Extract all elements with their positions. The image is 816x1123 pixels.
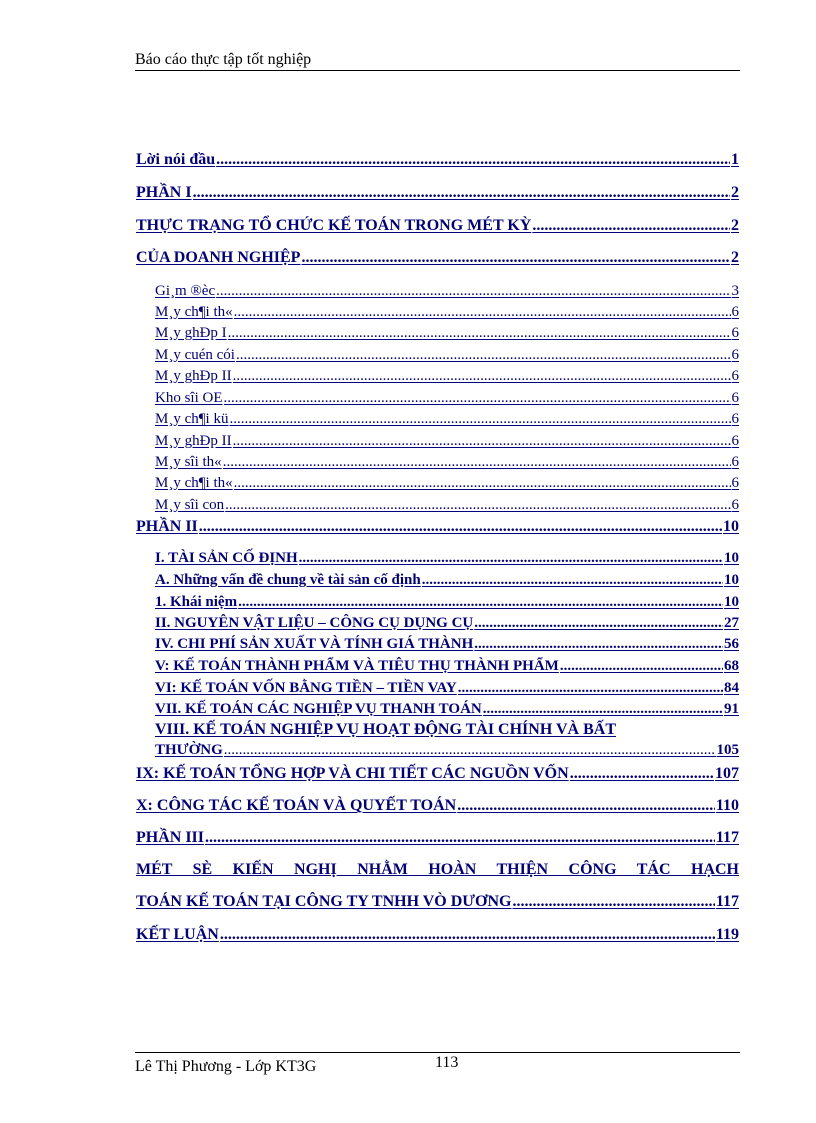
- toc-entry-nhung-van-de-chung[interactable]: A. Những vấn đề chung về tài sản cố định ..... 10: [155, 571, 739, 589]
- toc-entry-may-ghep-1[interactable]: M¸y ghÐp I ..... 6: [155, 324, 739, 342]
- toc-entry-may-soi-tho[interactable]: M¸y sîi th« ..... 6: [155, 453, 739, 471]
- toc-entry-may-ghep-2[interactable]: M¸y ghÐp II ..... 6: [155, 367, 739, 385]
- toc-entry-phan-1[interactable]: PHẦN I ..... 2: [136, 183, 739, 203]
- toc-entry-may-chai-tho[interactable]: M¸y ch¶i th« ..... 6: [155, 303, 739, 321]
- toc-entry-may-chai-ky[interactable]: M¸y ch¶i kü ..... 6: [155, 410, 739, 428]
- toc-entry-ket-luan[interactable]: KẾT LUẬN ..... 119: [136, 925, 739, 945]
- toc-entry-phan-3[interactable]: PHẦN III ..... 117: [136, 828, 739, 848]
- toc-entry-may-ghep-2b[interactable]: M¸y ghÐp II ..... 6: [155, 432, 739, 450]
- toc-entry-may-chai-tho-2[interactable]: M¸y ch¶i th« ..... 6: [155, 474, 739, 492]
- page-footer: [135, 1052, 740, 1075]
- toc-entry-may-soi-con[interactable]: M¸y sîi con ..... 6: [155, 496, 739, 514]
- toc-entry-nghiep-vu-thanh-toan[interactable]: VII. KẾ TOÁN CÁC NGHIỆP VỤ THANH TOÁN ..... 91: [155, 700, 739, 718]
- toc-entry-chi-phi-san-xuat[interactable]: IV. CHI PHÍ SẢN XUẤT VÀ TÍNH GIÁ THÀNH ..... 56: [155, 635, 739, 653]
- toc-entry-tong-hop-nguon-von[interactable]: IX: KẾ TOÁN TỔNG HỢP VÀ CHI TIẾT CÁC NGUỒN VỐN ..... 107: [136, 764, 739, 784]
- toc-entry-kien-nghi-line1[interactable]: MÉT SÈ KIẾN NGHỊ NHẰM HOÀN THIỆN CÔNG TÁC HẠCH: [136, 861, 739, 878]
- toc-entry-khai-niem[interactable]: 1. Khái niệm ..... 10: [155, 593, 739, 611]
- toc-entry-tai-san-co-dinh[interactable]: I. TÀI SẢN CỐ ĐỊNH ..... 10: [155, 549, 739, 567]
- toc-entry-nguyen-vat-lieu[interactable]: II. NGUYÊN VẬT LIỆU – CÔNG CỤ DỤNG CỤ ..... 27: [155, 614, 739, 632]
- toc-entry-kien-nghi-line2[interactable]: TOÁN KẾ TOÁN TẠI CÔNG TY TNHH VÒ DƯƠNG ..... 117: [136, 892, 739, 912]
- toc-entry-giam-doc[interactable]: Gi¸m ®èc ..... 3: [155, 282, 739, 300]
- toc-entry-thuc-trang[interactable]: THỰC TRẠNG TỔ CHỨC KẾ TOÁN TRONG MÉT KỲ ..... 2: [136, 216, 739, 236]
- toc-entry-phan-2[interactable]: PHẦN II ..... 10: [136, 517, 739, 537]
- footer-page-number: 113: [435, 1054, 459, 1071]
- toc-entry-cua-doanh-nghiep[interactable]: CỦA DOANH NGHIỆP ..... 2: [136, 248, 739, 268]
- header-title: Báo cáo thực tập tốt nghiệp: [135, 51, 312, 68]
- toc-entry-loi-noi-dau[interactable]: Lời nói đầu ..... 1: [136, 150, 739, 170]
- toc-entry-quyet-toan[interactable]: X: CÔNG TÁC KẾ TOÁN VÀ QUYẾT TOÁN ..... 110: [136, 796, 739, 816]
- toc-entry-tai-chinh-line2[interactable]: THƯỜNG ..... 105: [155, 741, 739, 759]
- footer-author: Lê Thị Phương - Lớp KT3G: [135, 1058, 317, 1075]
- toc-entry-kho-soi-oe[interactable]: Kho sîi OE ..... 6: [155, 389, 739, 407]
- toc-entry-may-cuon-cui[interactable]: M¸y cuén cói ..... 6: [155, 346, 739, 364]
- toc-entry-thanh-pham[interactable]: V: KẾ TOÁN THÀNH PHẨM VÀ TIÊU THỤ THÀNH PHẨM ..... 68: [155, 657, 739, 675]
- toc-entry-tai-chinh-line1[interactable]: VIII. KẾ TOÁN NGHIỆP VỤ HOẠT ĐỘNG TÀI CHÍNH VÀ BẤT: [155, 721, 616, 738]
- toc-entry-von-bang-tien[interactable]: VI: KẾ TOÁN VỐN BẰNG TIỀN – TIỀN VAY ..... 84: [155, 679, 739, 697]
